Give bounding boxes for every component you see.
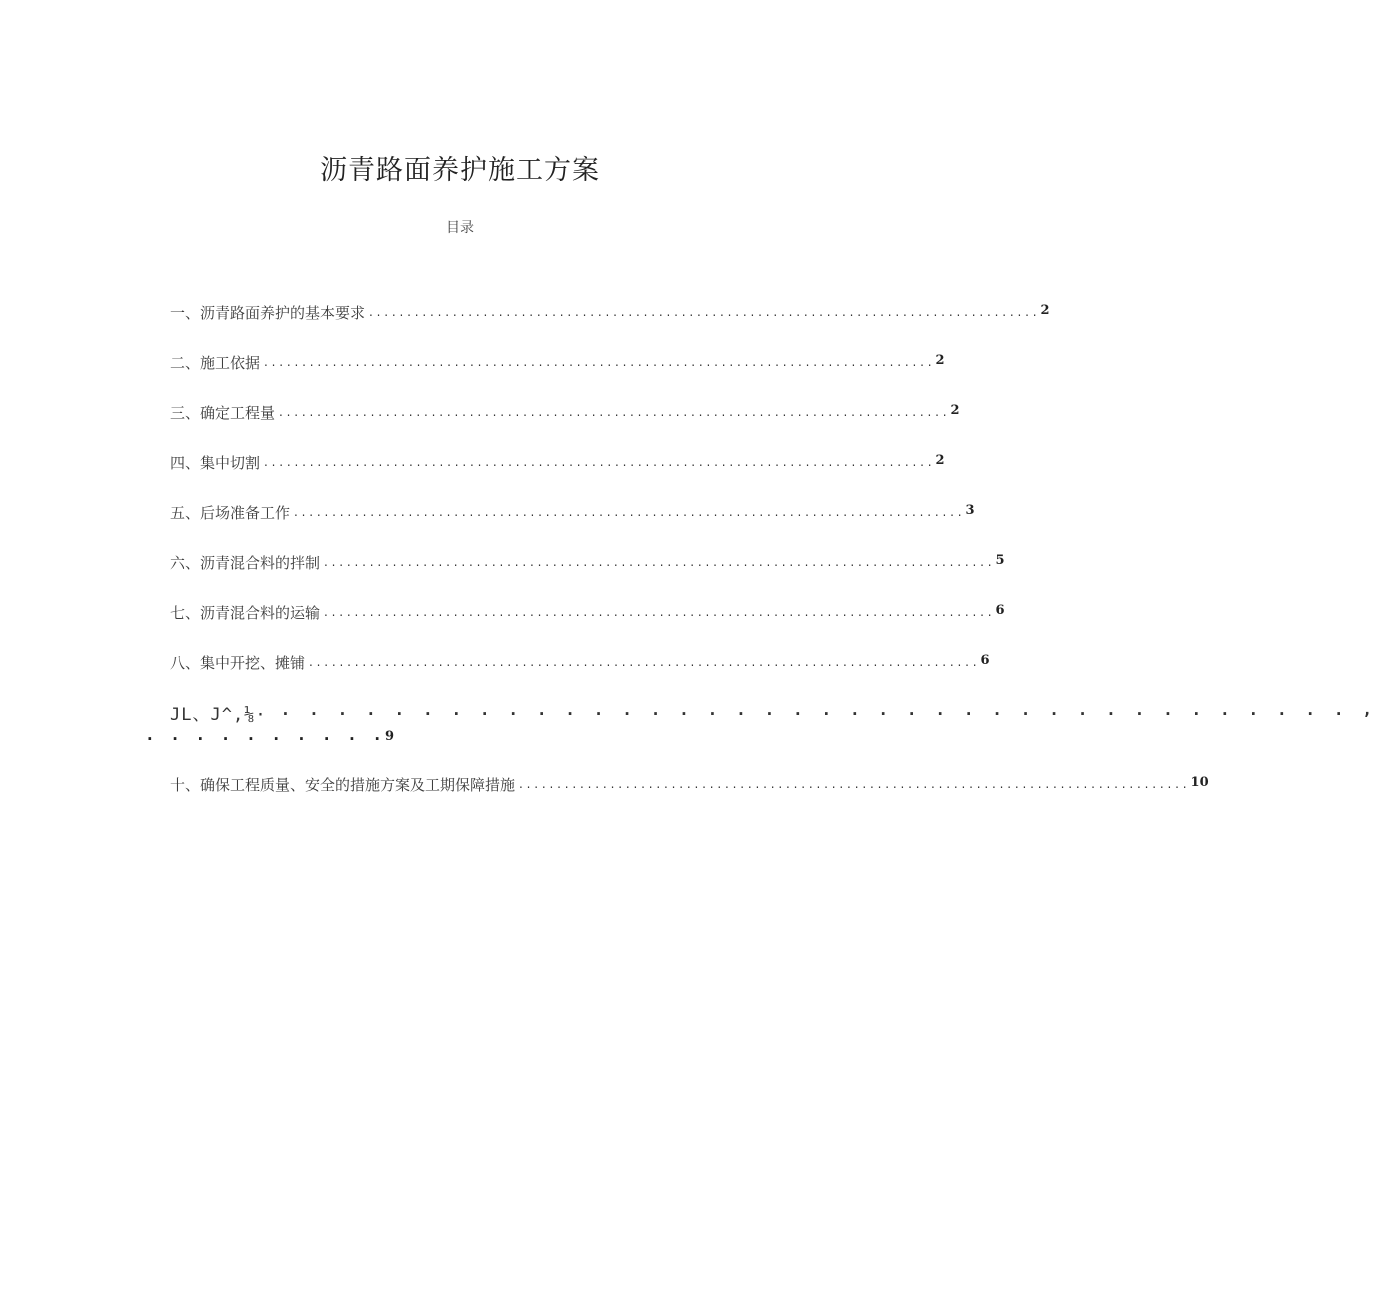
toc-entry-page: 2 bbox=[1040, 303, 1050, 318]
toc-entry-label: 二、施工依据 bbox=[170, 354, 261, 372]
toc-entry[interactable] bbox=[170, 300, 1050, 350]
toc-entry-label: 八、集中开挖、摊铺 bbox=[170, 654, 306, 672]
toc-entry-label: 四、集中切割 bbox=[170, 454, 261, 472]
toc-entry-page: 2 bbox=[935, 353, 945, 368]
toc-entry-label: 七、沥青混合料的运输 bbox=[170, 604, 321, 622]
toc-entry-page: 9 bbox=[385, 729, 395, 744]
toc-leader-dots bbox=[519, 772, 1187, 794]
toc-entry-page: 3 bbox=[965, 503, 975, 518]
toc-heading: 目录 bbox=[446, 220, 474, 236]
toc-entry-page: 6 bbox=[980, 653, 990, 668]
toc-entry[interactable] bbox=[170, 400, 960, 450]
toc-entry-garbled[interactable] bbox=[145, 700, 1377, 772]
garbled-entry-line2 bbox=[145, 725, 753, 744]
toc-entry-label: 一、沥青路面养护的基本要求 bbox=[170, 304, 366, 322]
toc-leader-dots: . . . . . . . . . . . . . . . . . . . . . . . . . . . . . . . . . . . . . . , bbox=[280, 700, 1377, 719]
toc-leader-dots bbox=[369, 300, 1037, 322]
toc-entry-label: JL、J^,⅛· bbox=[170, 705, 267, 725]
toc-entry-page: 6 bbox=[995, 603, 1005, 618]
toc-entry[interactable] bbox=[170, 350, 945, 400]
toc-leader-dots bbox=[309, 650, 977, 672]
toc-leader-dots bbox=[279, 400, 947, 422]
garbled-entry-line1 bbox=[170, 700, 1377, 725]
toc-entry[interactable] bbox=[170, 450, 945, 500]
toc-entry-page: 2 bbox=[935, 453, 945, 468]
toc-leader-dots bbox=[264, 450, 932, 472]
document-title: 沥青路面养护施工方案 bbox=[320, 155, 600, 186]
toc-entry-label: 三、确定工程量 bbox=[170, 404, 276, 422]
toc-entry-label: 十、确保工程质量、安全的措施方案及工期保障措施 bbox=[170, 776, 516, 794]
toc-entry-label: 五、后场准备工作 bbox=[170, 504, 291, 522]
toc-entry[interactable] bbox=[170, 550, 1005, 600]
toc-leader-dots: . . . . . . . . . . bbox=[145, 725, 386, 744]
toc-entry-page: 5 bbox=[995, 553, 1005, 568]
toc-leader-dots bbox=[324, 600, 992, 622]
toc-leader-dots bbox=[264, 350, 932, 372]
toc-entry-page: 2 bbox=[950, 403, 960, 418]
toc-entry-page: 10 bbox=[1190, 775, 1209, 790]
toc-leader-dots bbox=[324, 550, 992, 572]
toc-entry[interactable] bbox=[170, 500, 975, 550]
toc-entry-label: 六、沥青混合料的拌制 bbox=[170, 554, 321, 572]
toc-entry[interactable] bbox=[170, 600, 1005, 650]
toc-entry[interactable] bbox=[170, 650, 990, 700]
table-of-contents bbox=[145, 300, 1377, 822]
toc-entry[interactable] bbox=[170, 772, 1209, 822]
toc-leader-dots bbox=[294, 500, 962, 522]
